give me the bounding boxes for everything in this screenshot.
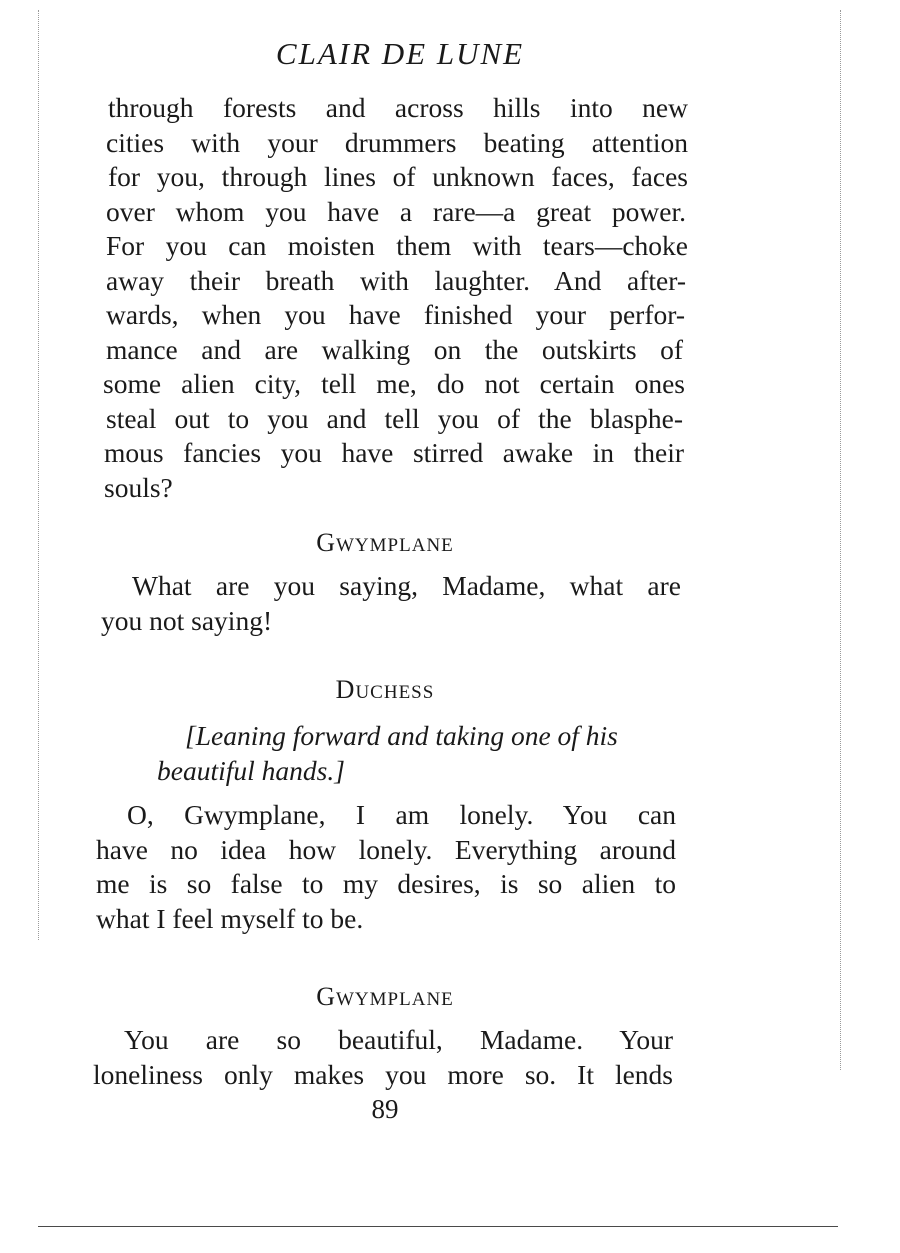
text-line: through forests and across hills into new (108, 92, 688, 123)
text-line: loneliness only makes you more so. It lends (93, 1058, 673, 1090)
text-line: over whom you have a rare—a great power. (106, 195, 686, 227)
text-line: steal out to you and tell you of the blasphe- (106, 402, 683, 434)
page-number: 89 (371, 1094, 399, 1124)
speaker-initial: D (335, 675, 356, 704)
speaker-name (0, 675, 770, 705)
speaker-name (0, 982, 770, 1012)
text-line: mance and are walking on the outskirts of (106, 333, 683, 365)
text-line: souls? (104, 471, 173, 503)
speaker-name (0, 528, 770, 558)
speaker-rest: UCHESS (355, 682, 435, 703)
text-line: have no idea how lonely. Everything around (96, 833, 676, 865)
text-line: for you, through lines of unknown faces, faces (108, 161, 688, 192)
speaker-initial: G (316, 528, 336, 557)
scan-right-edge (840, 10, 842, 1070)
text-line: what I feel myself to be. (96, 902, 364, 934)
speaker-rest: WYMPLANE (336, 989, 454, 1010)
text-line: me is so false to my desires, is so alien to (96, 868, 676, 899)
scan-bottom-rule (38, 1226, 838, 1227)
paragraph-2 (101, 569, 681, 638)
text-line: What are you saying, Madame, what are (132, 570, 681, 601)
stage-direction (157, 719, 679, 788)
speaker-initial: G (316, 982, 336, 1011)
text-line: For you can moisten them with tears—choke (106, 230, 688, 261)
text-line: cities with your drummers beating attention (106, 126, 688, 158)
text-line: beautiful hands.] (157, 754, 345, 786)
scan-left-edge (38, 10, 40, 940)
text-line: you not saying! (101, 604, 273, 636)
text-line: wards, when you have finished your perfor- (106, 299, 685, 330)
text-line: some alien city, tell me, do not certain ones (103, 368, 685, 399)
running-header: CLAIR DE LUNE (275, 36, 525, 71)
text-line: [Leaning forward and taking one of his (185, 720, 618, 751)
text-line: O, Gwymplane, I am lonely. You can (127, 799, 676, 830)
paragraph-4 (93, 1023, 673, 1092)
text-line: away their breath with laughter. And after- (106, 264, 686, 296)
paragraph-1 (103, 91, 688, 505)
text-line: mous fancies you have stirred awake in their (104, 437, 684, 468)
text-line: You are so beautiful, Madame. Your (124, 1024, 673, 1055)
paragraph-3 (96, 798, 676, 936)
speaker-rest: WYMPLANE (336, 535, 454, 556)
